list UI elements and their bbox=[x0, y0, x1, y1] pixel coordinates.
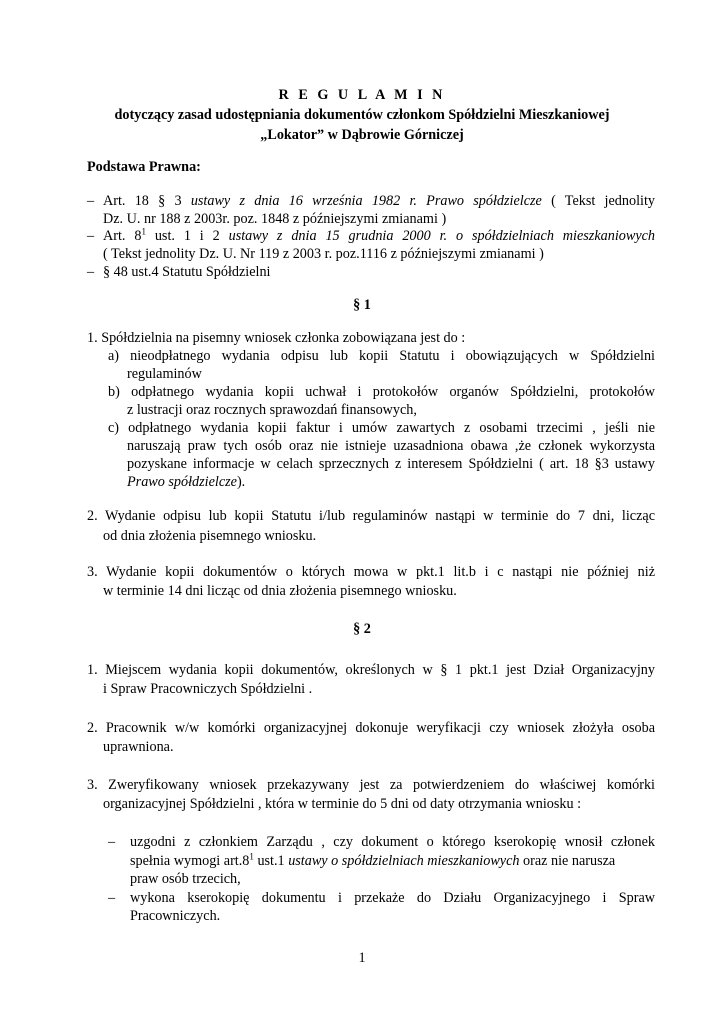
s1-item-c-line4: Prawo spółdzielcze). bbox=[127, 474, 246, 490]
s1-item-c-line3: pozyskane informacje w celach sprzecznych z interesem Spółdzielni ( art. 18 §3 ustawy bbox=[127, 456, 655, 472]
s2-point-3-line1: 3. Zweryfikowany wniosek przekazywany jest za potwierdzeniem do właściwej komórki bbox=[87, 777, 655, 793]
s1-item-b-line1: b) odpłatnego wydania kopii uchwał i protokołów organów Spółdzielni, protokołów bbox=[108, 384, 655, 400]
document-title: R E G U L A M I N bbox=[278, 87, 446, 103]
s2-subitem-2-line2: Pracowniczych. bbox=[130, 908, 221, 924]
s2-subitem-1-line3: praw osób trzecich, bbox=[130, 871, 241, 887]
legal-basis-item-2: Art. $8^1$ ust. 1 i 2 ustawy z dnia 15 grudnia 2000 r. o spółdzielniach mieszkaniowych bbox=[103, 226, 656, 244]
s1-item-c-line2: naruszają praw tych osób oraz nie istnieje uzasadniona obawa ,że członek wykorzysta bbox=[127, 438, 655, 454]
s2-point-2-line2: uprawniona. bbox=[103, 739, 174, 755]
s1-item-a-line2: regulaminów bbox=[127, 366, 202, 382]
dash-bullet: – bbox=[87, 193, 95, 209]
s2-subitem-1-line2: spełnia wymogi $art.8^1$ ust.1 ustawy o spółdzielniach mieszkaniowych oraz nie narusza bbox=[130, 851, 616, 869]
s1-point-2-line1: 2. Wydanie odpisu lub kopii Statutu i/lub regulaminów nastąpi w terminie do 7 dni, licząc bbox=[87, 508, 655, 524]
dash-bullet: – bbox=[108, 890, 116, 906]
s1-item-b-line2: z lustracji oraz rocznych sprawozdań finansowych, bbox=[127, 402, 417, 418]
s1-point-2-line2: od dnia złożenia pisemnego wniosku. bbox=[103, 528, 317, 544]
legal-basis-item-2-line2: ( Tekst jednolity Dz. U. Nr 119 z 2003 r. poz.1116 z późniejszymi zmianami ) bbox=[103, 246, 544, 262]
s2-subitem-2-line1: wykona kserokopię dokumentu i przekaże do Działu Organizacyjnego i Spraw bbox=[130, 890, 655, 906]
section-1-heading: § 1 bbox=[353, 297, 371, 313]
document-subtitle-line1: dotyczący zasad udostępniania dokumentów członkom Spółdzielni Mieszkaniowej bbox=[114, 107, 610, 123]
s2-subitem-1-line1: uzgodni z członkiem Zarządu , czy dokument o którego kserokopię wnosił członek bbox=[130, 834, 655, 850]
document-subtitle-line2: „Lokator” w Dąbrowie Górniczej bbox=[260, 127, 464, 143]
legal-basis-heading: Podstawa Prawna: bbox=[87, 159, 201, 175]
s1-point-3-line1: 3. Wydanie kopii dokumentów o których mowa w pkt.1 lit.b i c nastąpi nie później niż bbox=[87, 564, 655, 580]
s1-point-3-line2: w terminie 14 dni licząc od dnia złożenia pisemnego wniosku. bbox=[103, 583, 457, 599]
page-number: 1 bbox=[358, 950, 366, 966]
s1-item-c-line1: c) odpłatnego wydania kopii faktur i umów zawartych z osobami trzecimi , jeśli nie bbox=[108, 420, 655, 436]
dash-bullet: – bbox=[87, 264, 95, 280]
s2-point-3-line2: organizacyjnej Spółdzielni , która w terminie do 5 dni od daty otrzymania wniosku : bbox=[103, 796, 582, 812]
section-2-heading: § 2 bbox=[353, 621, 371, 637]
legal-basis-item-1-line2: Dz. U. nr 188 z 2003r. poz. 1848 z późniejszymi zmianami ) bbox=[103, 211, 447, 227]
s1-item-a-line1: a) nieodpłatnego wydania odpisu lub kopii Statutu i obowiązujących w Spółdzielni bbox=[108, 348, 655, 364]
legal-basis-item-1: Art. 18 § 3 ustawy z dnia 16 września 1982 r. Prawo spółdzielcze ( Tekst jednolity bbox=[103, 193, 655, 209]
legal-basis-item-3: § 48 ust.4 Statutu Spółdzielni bbox=[103, 264, 271, 280]
s2-point-1-line2: i Spraw Pracowniczych Spółdzielni . bbox=[103, 681, 313, 697]
dash-bullet: – bbox=[87, 228, 95, 244]
dash-bullet: – bbox=[108, 834, 116, 850]
s2-point-2-line1: 2. Pracownik w/w komórki organizacyjnej dokonuje weryfikacji czy wniosek złożyła osoba bbox=[87, 720, 655, 736]
s2-point-1-line1: 1. Miejscem wydania kopii dokumentów, określonych w § 1 pkt.1 jest Dział Organizacyjny bbox=[87, 662, 655, 678]
s1-point-1: 1. Spółdzielnia na pisemny wniosek członka zobowiązana jest do : bbox=[87, 330, 466, 346]
